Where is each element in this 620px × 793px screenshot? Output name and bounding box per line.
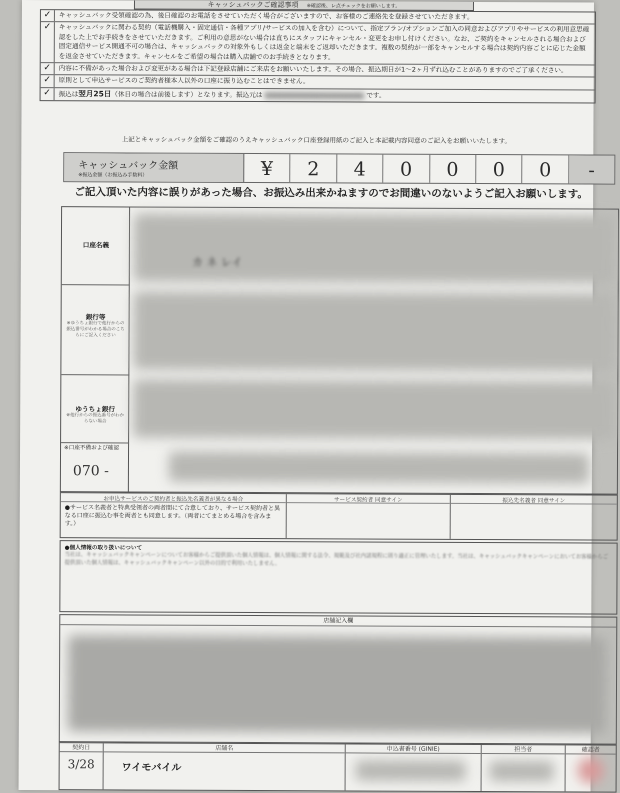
seal-stamp-icon <box>578 757 604 783</box>
footer-app-col <box>346 744 482 791</box>
app-number-redacted <box>356 760 466 780</box>
bank-info-redacted <box>133 291 613 371</box>
form-header-note: ※確認後、レ点チェックをお願いします。 <box>306 3 401 10</box>
amount-digit[interactable]: 0 <box>383 155 429 183</box>
amount-digit-cells <box>244 154 614 184</box>
accuracy-notice: ご記入頂いた内容に誤りがあった場合、お振込み出来かねますのでお間違いのないようご記入お願いします。 <box>74 186 588 201</box>
confirmation-checklist <box>40 9 596 104</box>
checkmark-icon[interactable]: ✓ <box>41 88 55 100</box>
bank-account-section <box>60 206 619 494</box>
amount-digit[interactable]: 0 <box>522 155 568 183</box>
store-section <box>59 614 618 744</box>
footer-store-col <box>104 743 346 790</box>
footer-checker-header: 確認者 <box>566 745 616 754</box>
amount-digit[interactable]: 0 <box>476 155 522 183</box>
checkmark-icon[interactable]: ✓ <box>41 10 55 21</box>
payee-signature-header: 振込先名義者 同意サイン <box>451 495 617 505</box>
account-name-label: 口座名義 <box>82 241 110 250</box>
bank-note: ※ゆうちょ銀行で他行からの振込番号がわかる場合のこちらにご記入ください <box>66 321 125 339</box>
phone-label: ※口座不備および確認 <box>64 445 120 452</box>
checklist-text <box>55 88 390 102</box>
footer-date-col <box>60 743 104 789</box>
footer-table <box>59 742 617 792</box>
contract-date: 3/28 <box>67 757 95 772</box>
privacy-section <box>59 540 617 614</box>
cashback-amount-row <box>63 152 615 184</box>
lead-text: 上記とキャッシュバック金額をご確認のうえキャッシュバック口座登録用紙のご記入と本記載内容同意のご記入をお願いいたします。 <box>121 135 512 146</box>
consent-left-body: ●サービス名義者と特典受領者の両者間にて合意しており、サービス契約者と異なる口座に振込む事を両者とも同意します。（両者にてまとめる場合を含みます。） <box>64 504 281 528</box>
account-name-kana: カ ネ レイ <box>191 255 243 269</box>
cashback-form <box>19 0 609 792</box>
bank-cell <box>61 285 129 375</box>
privacy-title: ●個人情報の取り扱いについて <box>64 545 143 552</box>
payee-signature[interactable] <box>451 495 617 540</box>
footer-checker-col <box>566 745 616 791</box>
store-name: ワイモバイル <box>121 762 182 774</box>
consent-left-header: お申込サービスのご契約者と振込先名義者が異なる場合 <box>61 493 286 503</box>
yucho-label: ゆうちょ銀行 <box>75 405 116 414</box>
footer-staff-header: 担当者 <box>482 745 565 754</box>
transfer-suffix: （休日の場合は前後します）となります。振込元は <box>111 90 263 99</box>
yucho-cell <box>61 375 129 443</box>
store-title: 店舗記入欄 <box>60 615 616 627</box>
store-redacted <box>68 635 606 733</box>
form-title: キャッシュバックご確認事項 <box>207 0 299 10</box>
checkmark-icon[interactable]: ✓ <box>41 76 55 87</box>
transfer-date: 翌月25日 <box>78 89 112 99</box>
footer-staff-col <box>482 745 566 791</box>
account-name-redacted <box>134 213 614 283</box>
transfer-prefix: 振込は <box>58 90 79 99</box>
transfer-source-redacted: ■■■■■■■■■■■■■■■■ <box>264 90 365 100</box>
consent-left <box>61 493 287 538</box>
footer-date-header: 契約日 <box>60 743 103 752</box>
checklist-text: キャッシュバックに関わる契約（電話機購入・固定通信・各種アプリ/サービスの加入を含む）について、指定プラン/オプションご加入の同意およびアプリやサービスの利用意思確認をした上でお手続きをさせていただきます。ご利用の意思がない場合は直ちにスタッフにキャンセル・変更をお申し付けください。なお、ご契約をキャンセルされる場合および固定通信サービス開通不可の場合は、キャッシュバックの対象外もしくは返金と端末をご返却いただきます。複数の契約が一部をキャンセルする場合は契約内容ごとに応じた金額を返金させていただきます。キャンセルをご希望の場合は購入店舗でのお手続きとなります。 <box>58 23 590 61</box>
phone-redacted <box>169 452 589 484</box>
checkmark-icon[interactable]: ✓ <box>41 63 55 74</box>
contractor-signature[interactable] <box>287 494 451 539</box>
checklist-item <box>41 88 595 103</box>
amount-digit: - <box>569 155 614 183</box>
amount-digit[interactable]: 2 <box>291 154 337 182</box>
yucho-info-redacted <box>133 379 613 439</box>
amount-label-text: キャッシュバック金額 <box>78 160 179 172</box>
checklist-text: 内容に不備があった場合および変更がある場合は下記登録店舗にご来店をお願いいたします。その場合、振込期日が1〜2ヶ月ずれ込むことがありますのでご了承ください。 <box>58 64 568 75</box>
checkmark-icon[interactable]: ✓ <box>41 22 55 62</box>
footer-store-header: 店舗名 <box>104 743 345 753</box>
checklist-text: キャッシュバック受領確認の為、後日確認のお電話をさせていただく場合がございますので、お客様のご連絡先を登録させていただきます。 <box>58 11 474 21</box>
bank-label: 銀行等 <box>85 313 106 322</box>
phone-value: 070 - <box>72 463 109 480</box>
amount-sub-label: ※振込金額（お振込み手数料） <box>78 172 148 179</box>
staff-redacted <box>490 761 554 781</box>
consent-row <box>60 492 618 540</box>
footer-app-header: 申込書番号 (GINIE) <box>346 744 481 754</box>
checklist-item <box>41 22 595 65</box>
amount-digit[interactable]: 0 <box>430 155 476 183</box>
cashback-amount-label <box>64 153 244 182</box>
transfer-end: です。 <box>366 91 386 100</box>
checklist-text: 原則として申込サービスのご契約者様本人以外の口座に振り込むことはできません。 <box>58 76 310 86</box>
account-name-cell <box>62 207 130 285</box>
phone-cell <box>61 443 231 494</box>
contractor-signature-header: サービス契約者 同意サイン <box>287 494 450 504</box>
yucho-note: ※他行からの振込番号がわからない場合 <box>66 413 125 425</box>
amount-digit[interactable]: 4 <box>337 154 383 182</box>
privacy-body: 当社は、キャッシュバックキャンペーンについてお客様からご提供頂いた個人情報は、個人情報に関する法令、規範及び社内諸規程に則り適正に管理いたします。当社は、キャッシュバックキャンペーンにおいてお客様からご提供頂いた個人情報は、キャッシュバックキャンペーン以外の目的で利用いたしません。 <box>64 552 609 568</box>
amount-digit[interactable]: ¥ <box>244 154 290 182</box>
